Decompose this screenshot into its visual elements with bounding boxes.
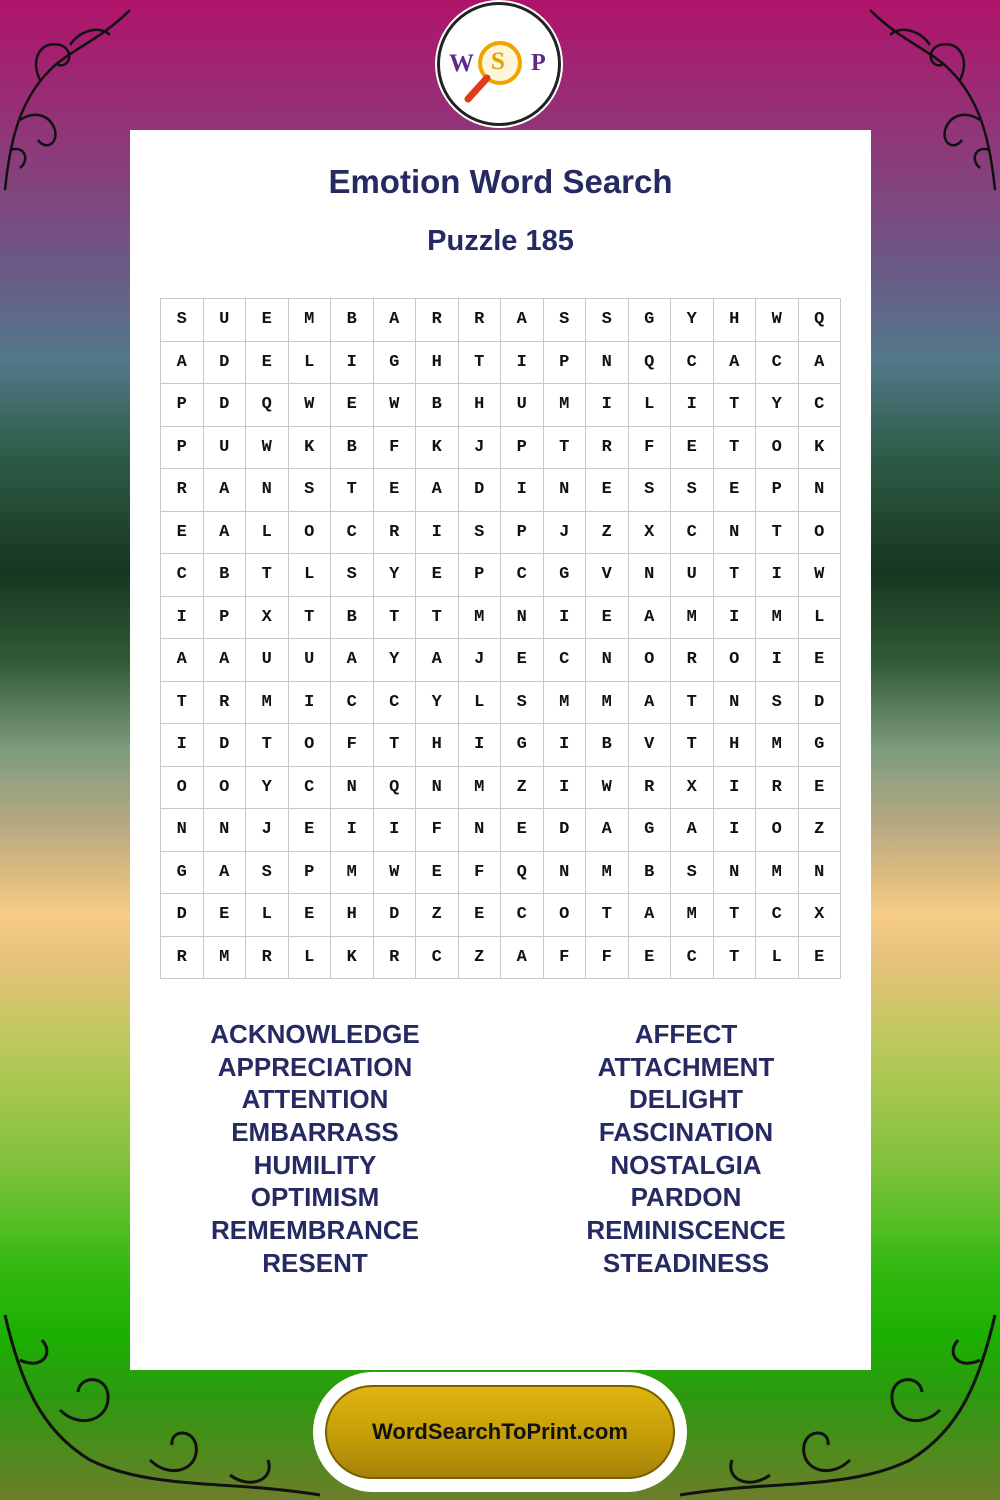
grid-cell[interactable]: W (374, 384, 417, 427)
grid-cell[interactable]: E (629, 937, 672, 980)
word-list-item: HUMILITY (253, 1149, 377, 1180)
word-list-left (130, 1018, 500, 1280)
grid-cell[interactable]: L (629, 384, 672, 427)
grid-cell[interactable]: O (756, 809, 799, 852)
grid-cell[interactable]: S (246, 852, 289, 895)
grid-cell[interactable]: W (246, 427, 289, 470)
grid-cell[interactable]: A (374, 299, 417, 342)
grid-cell[interactable]: I (501, 469, 544, 512)
grid-cell[interactable]: T (586, 894, 629, 937)
grid-cell[interactable]: H (416, 724, 459, 767)
grid-cell[interactable]: N (416, 767, 459, 810)
grid-cell[interactable]: M (289, 299, 332, 342)
grid-cell[interactable]: I (714, 767, 757, 810)
grid-cell[interactable]: T (714, 427, 757, 470)
grid-cell[interactable]: E (246, 299, 289, 342)
grid-cell[interactable]: F (416, 809, 459, 852)
grid-cell[interactable]: R (416, 299, 459, 342)
grid-cell[interactable]: R (629, 767, 672, 810)
grid-cell[interactable]: E (416, 554, 459, 597)
grid-cell[interactable]: Y (671, 299, 714, 342)
grid-cell[interactable]: Y (246, 767, 289, 810)
grid-cell[interactable]: R (459, 299, 502, 342)
grid-cell[interactable]: J (544, 512, 587, 555)
grid-cell[interactable]: R (246, 937, 289, 980)
grid-cell[interactable]: T (246, 724, 289, 767)
word-list-item: APPRECIATION (217, 1051, 413, 1082)
grid-cell[interactable]: S (671, 852, 714, 895)
grid-cell[interactable]: E (714, 469, 757, 512)
page-title: Emotion Word Search (328, 163, 673, 200)
grid-cell[interactable]: O (161, 767, 204, 810)
word-list-item: RESENT (262, 1247, 368, 1278)
grid-cell[interactable]: B (331, 299, 374, 342)
grid-cell[interactable]: E (459, 894, 502, 937)
logo-letter-p: P (531, 50, 546, 76)
grid-cell[interactable]: G (629, 809, 672, 852)
grid-cell[interactable]: A (161, 342, 204, 385)
grid-cell[interactable]: I (289, 682, 332, 725)
grid-cell[interactable]: M (756, 724, 799, 767)
grid-cell[interactable]: W (799, 554, 842, 597)
grid-cell[interactable]: Y (374, 639, 417, 682)
grid-cell[interactable]: B (331, 597, 374, 640)
grid-cell[interactable]: T (459, 342, 502, 385)
grid-cell[interactable]: P (289, 852, 332, 895)
grid-cell[interactable]: I (756, 639, 799, 682)
grid-cell[interactable]: T (714, 937, 757, 980)
grid-cell[interactable]: H (331, 894, 374, 937)
grid-cell[interactable]: R (161, 937, 204, 980)
grid-cell[interactable]: Y (374, 554, 417, 597)
grid-cell[interactable]: M (671, 894, 714, 937)
grid-cell[interactable]: I (331, 342, 374, 385)
grid-cell[interactable]: L (246, 894, 289, 937)
grid-cell[interactable]: H (459, 384, 502, 427)
grid-cell[interactable]: W (756, 299, 799, 342)
grid-cell[interactable]: P (161, 427, 204, 470)
grid-cell[interactable]: S (289, 469, 332, 512)
grid-cell[interactable]: P (501, 427, 544, 470)
grid-cell[interactable]: V (629, 724, 672, 767)
word-list-item: ATTACHMENT (597, 1051, 775, 1082)
word-list-item: REMEMBRANCE (211, 1215, 419, 1246)
grid-cell[interactable]: G (544, 554, 587, 597)
grid-cell[interactable]: T (714, 554, 757, 597)
grid-cell[interactable]: E (671, 427, 714, 470)
grid-cell[interactable]: N (246, 469, 289, 512)
grid-cell[interactable]: E (501, 809, 544, 852)
grid-cell[interactable]: T (671, 682, 714, 725)
word-list-item: STEADINESS (602, 1247, 770, 1278)
grid-cell[interactable]: Z (799, 809, 842, 852)
grid-cell[interactable]: D (204, 384, 247, 427)
site-link-button[interactable] (313, 1372, 687, 1492)
grid-cell[interactable]: I (714, 597, 757, 640)
grid-cell[interactable]: A (671, 809, 714, 852)
grid-cell[interactable]: I (416, 512, 459, 555)
grid-cell[interactable]: D (544, 809, 587, 852)
grid-cell[interactable]: R (671, 639, 714, 682)
word-list-item: PARDON (630, 1182, 742, 1213)
grid-cell[interactable]: Q (799, 299, 842, 342)
grid-cell[interactable]: P (756, 469, 799, 512)
corner-ornament-icon (860, 0, 1000, 200)
grid-cell[interactable]: H (714, 724, 757, 767)
grid-cell[interactable]: V (586, 554, 629, 597)
grid-cell[interactable]: A (629, 894, 672, 937)
grid-cell[interactable]: B (204, 554, 247, 597)
grid-cell[interactable]: K (289, 427, 332, 470)
word-list-item: REMINISCENCE (586, 1215, 786, 1246)
grid-cell[interactable]: H (416, 342, 459, 385)
grid-cell[interactable]: T (289, 597, 332, 640)
grid-cell[interactable]: O (756, 427, 799, 470)
grid-cell[interactable]: E (246, 342, 289, 385)
grid-cell[interactable]: M (459, 767, 502, 810)
grid-cell[interactable]: M (586, 682, 629, 725)
grid-cell[interactable]: A (331, 639, 374, 682)
grid-cell[interactable]: B (416, 384, 459, 427)
grid-cell[interactable]: I (459, 724, 502, 767)
grid-cell[interactable]: D (374, 894, 417, 937)
grid-cell[interactable]: Q (374, 767, 417, 810)
grid-cell[interactable]: N (331, 767, 374, 810)
grid-cell[interactable]: A (586, 809, 629, 852)
grid-cell[interactable]: L (459, 682, 502, 725)
grid-cell[interactable]: A (629, 682, 672, 725)
letter-grid (160, 298, 841, 979)
grid-cell[interactable]: S (331, 554, 374, 597)
grid-cell[interactable]: S (671, 469, 714, 512)
grid-cell[interactable]: N (714, 512, 757, 555)
grid-cell[interactable]: R (161, 469, 204, 512)
grid-cell[interactable]: W (586, 767, 629, 810)
grid-cell[interactable]: N (714, 852, 757, 895)
grid-cell[interactable]: E (586, 469, 629, 512)
grid-cell[interactable]: W (289, 384, 332, 427)
grid-cell[interactable]: R (586, 427, 629, 470)
grid-cell[interactable]: E (586, 597, 629, 640)
logo-letter-w: W (449, 50, 474, 77)
word-list-item: ACKNOWLEDGE (210, 1019, 420, 1049)
grid-cell[interactable]: R (374, 937, 417, 980)
grid-cell[interactable]: T (714, 384, 757, 427)
grid-cell[interactable]: O (714, 639, 757, 682)
grid-cell[interactable]: N (714, 682, 757, 725)
grid-cell[interactable]: U (246, 639, 289, 682)
grid-cell[interactable]: I (586, 384, 629, 427)
grid-cell[interactable]: D (204, 724, 247, 767)
site-link-label[interactable]: WordSearchToPrint.com (325, 1385, 675, 1479)
grid-cell[interactable]: L (289, 554, 332, 597)
grid-cell[interactable]: G (161, 852, 204, 895)
grid-cell[interactable]: O (289, 512, 332, 555)
grid-cell[interactable]: H (714, 299, 757, 342)
grid-cell[interactable]: S (161, 299, 204, 342)
grid-cell[interactable]: T (714, 894, 757, 937)
corner-ornament-icon (0, 0, 140, 200)
grid-cell[interactable]: F (544, 937, 587, 980)
grid-cell[interactable]: Z (459, 937, 502, 980)
grid-cell[interactable]: N (799, 469, 842, 512)
grid-cell[interactable]: S (586, 299, 629, 342)
grid-cell[interactable]: D (799, 682, 842, 725)
grid-cell[interactable]: N (161, 809, 204, 852)
grid-cell[interactable]: A (204, 639, 247, 682)
grid-cell[interactable]: Z (586, 512, 629, 555)
grid-cell[interactable]: E (289, 894, 332, 937)
grid-cell[interactable]: T (331, 469, 374, 512)
grid-cell[interactable]: O (289, 724, 332, 767)
grid-cell[interactable]: B (331, 427, 374, 470)
grid-cell[interactable]: Z (416, 894, 459, 937)
word-list-item: OPTIMISM (250, 1182, 380, 1213)
grid-cell[interactable]: C (756, 342, 799, 385)
grid-cell[interactable]: X (629, 512, 672, 555)
grid-cell[interactable]: Z (501, 767, 544, 810)
grid-cell[interactable]: I (331, 809, 374, 852)
grid-cell[interactable]: A (416, 469, 459, 512)
grid-cell[interactable]: A (501, 299, 544, 342)
grid-cell[interactable]: M (756, 597, 799, 640)
grid-cell[interactable]: C (501, 894, 544, 937)
grid-cell[interactable]: U (204, 299, 247, 342)
grid-cell[interactable]: T (544, 427, 587, 470)
grid-cell[interactable]: F (629, 427, 672, 470)
grid-cell[interactable]: E (799, 937, 842, 980)
grid-cell[interactable]: I (161, 724, 204, 767)
word-list-right (501, 1018, 871, 1280)
grid-cell[interactable]: C (331, 512, 374, 555)
grid-cell[interactable]: P (459, 554, 502, 597)
grid-cell[interactable]: E (799, 639, 842, 682)
grid-cell[interactable]: C (416, 937, 459, 980)
grid-cell[interactable]: X (246, 597, 289, 640)
grid-cell[interactable]: Q (629, 342, 672, 385)
grid-cell[interactable]: U (501, 384, 544, 427)
grid-cell[interactable]: S (544, 299, 587, 342)
grid-cell[interactable]: N (586, 639, 629, 682)
grid-cell[interactable]: A (629, 597, 672, 640)
grid-cell[interactable]: S (501, 682, 544, 725)
grid-cell[interactable]: L (289, 342, 332, 385)
grid-cell[interactable]: N (799, 852, 842, 895)
grid-cell[interactable]: L (799, 597, 842, 640)
grid-cell[interactable]: C (331, 682, 374, 725)
word-list-item: AFFECT (634, 1019, 738, 1049)
grid-cell[interactable]: Q (501, 852, 544, 895)
grid-cell[interactable]: G (501, 724, 544, 767)
grid-cell[interactable]: E (501, 639, 544, 682)
grid-cell[interactable]: F (331, 724, 374, 767)
grid-cell[interactable]: T (246, 554, 289, 597)
grid-cell[interactable]: K (331, 937, 374, 980)
site-logo[interactable] (437, 2, 561, 126)
grid-cell[interactable]: P (204, 597, 247, 640)
grid-cell[interactable]: J (246, 809, 289, 852)
grid-cell[interactable]: A (204, 512, 247, 555)
grid-cell[interactable]: S (756, 682, 799, 725)
grid-cell[interactable]: E (161, 512, 204, 555)
grid-cell[interactable]: F (459, 852, 502, 895)
grid-cell[interactable]: N (459, 809, 502, 852)
grid-cell[interactable]: I (714, 809, 757, 852)
grid-cell[interactable]: E (374, 469, 417, 512)
grid-cell[interactable]: P (544, 342, 587, 385)
word-list-item: FASCINATION (598, 1117, 774, 1148)
word-list-item: DELIGHT (628, 1084, 744, 1115)
grid-cell[interactable]: N (586, 342, 629, 385)
grid-cell[interactable]: A (799, 342, 842, 385)
grid-cell[interactable]: C (289, 767, 332, 810)
grid-cell[interactable]: M (331, 852, 374, 895)
grid-cell[interactable]: I (161, 597, 204, 640)
grid-cell[interactable]: N (204, 809, 247, 852)
puzzle-number: Puzzle 185 (427, 225, 574, 257)
grid-cell[interactable]: C (671, 937, 714, 980)
grid-cell[interactable]: E (204, 894, 247, 937)
grid-cell[interactable]: J (459, 639, 502, 682)
grid-cell[interactable]: I (544, 724, 587, 767)
grid-cell[interactable]: M (756, 852, 799, 895)
grid-cell[interactable]: I (671, 384, 714, 427)
grid-cell[interactable]: O (204, 767, 247, 810)
grid-cell[interactable]: C (799, 384, 842, 427)
grid-cell[interactable]: C (501, 554, 544, 597)
grid-cell[interactable]: T (416, 597, 459, 640)
grid-cell[interactable]: A (204, 469, 247, 512)
grid-cell[interactable]: G (629, 299, 672, 342)
grid-cell[interactable]: M (586, 852, 629, 895)
grid-cell[interactable]: D (459, 469, 502, 512)
grid-cell[interactable]: N (501, 597, 544, 640)
grid-cell[interactable]: B (586, 724, 629, 767)
grid-cell[interactable]: T (374, 724, 417, 767)
grid-cell[interactable]: T (756, 512, 799, 555)
grid-cell[interactable]: K (416, 427, 459, 470)
grid-cell[interactable]: U (204, 427, 247, 470)
grid-cell[interactable]: C (544, 639, 587, 682)
grid-cell[interactable]: S (629, 469, 672, 512)
grid-cell[interactable]: E (416, 852, 459, 895)
grid-cell[interactable]: D (161, 894, 204, 937)
grid-cell[interactable]: F (374, 427, 417, 470)
grid-cell[interactable]: S (459, 512, 502, 555)
grid-cell[interactable]: E (289, 809, 332, 852)
grid-cell[interactable]: I (544, 597, 587, 640)
grid-cell[interactable]: A (204, 852, 247, 895)
word-list-item: NOSTALGIA (610, 1149, 762, 1180)
grid-cell[interactable]: M (671, 597, 714, 640)
grid-cell[interactable]: C (671, 342, 714, 385)
grid-cell[interactable]: U (671, 554, 714, 597)
grid-cell[interactable]: D (204, 342, 247, 385)
word-list-item: ATTENTION (241, 1084, 389, 1115)
grid-cell[interactable]: M (544, 384, 587, 427)
grid-cell[interactable]: L (756, 937, 799, 980)
grid-cell[interactable]: X (799, 894, 842, 937)
grid-cell[interactable]: N (544, 852, 587, 895)
grid-cell[interactable]: N (544, 469, 587, 512)
logo-letter-s: S (491, 48, 505, 75)
grid-cell[interactable]: C (671, 512, 714, 555)
grid-cell[interactable]: C (374, 682, 417, 725)
grid-cell[interactable]: R (204, 682, 247, 725)
grid-cell[interactable]: T (374, 597, 417, 640)
grid-cell[interactable]: I (756, 554, 799, 597)
grid-cell[interactable]: T (671, 724, 714, 767)
grid-cell[interactable]: M (459, 597, 502, 640)
grid-cell[interactable]: M (544, 682, 587, 725)
grid-cell[interactable]: O (544, 894, 587, 937)
grid-cell[interactable]: R (756, 767, 799, 810)
grid-cell[interactable]: X (671, 767, 714, 810)
grid-cell[interactable]: Q (246, 384, 289, 427)
grid-cell[interactable]: J (459, 427, 502, 470)
grid-cell[interactable]: O (799, 512, 842, 555)
grid-cell[interactable]: R (374, 512, 417, 555)
grid-cell[interactable]: T (161, 682, 204, 725)
grid-cell[interactable]: P (501, 512, 544, 555)
grid-cell[interactable]: A (161, 639, 204, 682)
grid-cell[interactable]: W (374, 852, 417, 895)
grid-cell[interactable]: Y (756, 384, 799, 427)
grid-cell[interactable]: C (161, 554, 204, 597)
grid-cell[interactable]: I (374, 809, 417, 852)
grid-cell[interactable]: U (289, 639, 332, 682)
grid-cell[interactable]: Y (416, 682, 459, 725)
grid-cell[interactable]: G (799, 724, 842, 767)
grid-cell[interactable]: A (501, 937, 544, 980)
grid-cell[interactable]: E (799, 767, 842, 810)
grid-cell[interactable]: F (586, 937, 629, 980)
grid-cell[interactable]: A (416, 639, 459, 682)
grid-cell[interactable]: I (501, 342, 544, 385)
grid-cell[interactable]: I (544, 767, 587, 810)
grid-cell[interactable]: K (799, 427, 842, 470)
grid-cell[interactable]: M (246, 682, 289, 725)
grid-cell[interactable]: A (714, 342, 757, 385)
grid-cell[interactable]: O (629, 639, 672, 682)
grid-cell[interactable]: C (756, 894, 799, 937)
grid-cell[interactable]: L (246, 512, 289, 555)
grid-cell[interactable]: M (204, 937, 247, 980)
grid-cell[interactable]: P (161, 384, 204, 427)
grid-cell[interactable]: L (289, 937, 332, 980)
grid-cell[interactable]: N (629, 554, 672, 597)
grid-cell[interactable]: E (331, 384, 374, 427)
grid-cell[interactable]: G (374, 342, 417, 385)
word-list-item: EMBARRASS (231, 1117, 399, 1148)
grid-cell[interactable]: B (629, 852, 672, 895)
